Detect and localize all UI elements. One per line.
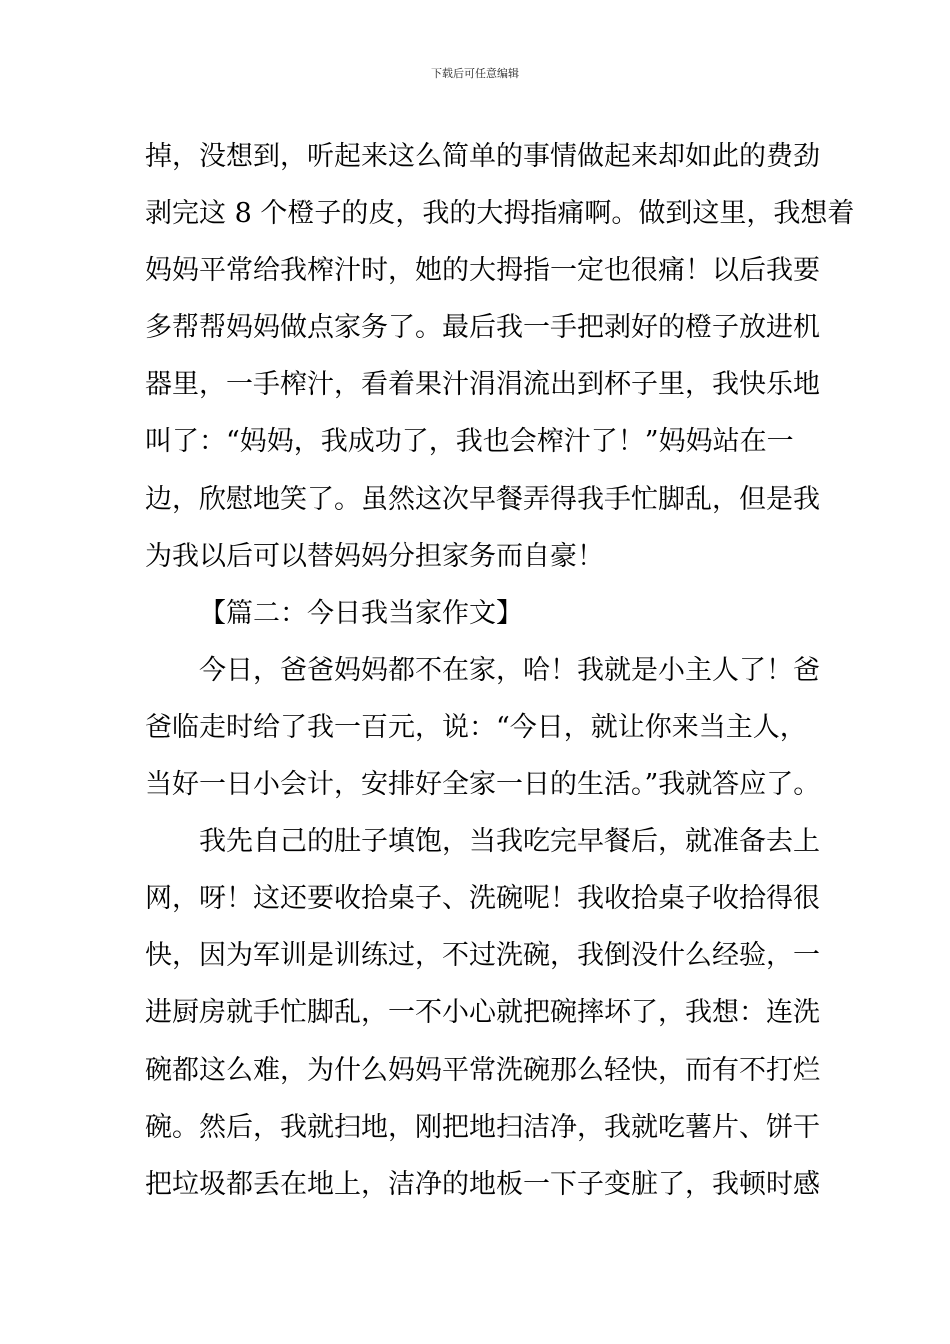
paragraph-start-line: 我先自己的肚子填饱，当我吃完早餐后，就准备去上	[199, 826, 820, 858]
paragraph-start-line: 今日，爸爸妈妈都不在家，哈！我就是小主人了！爸	[199, 654, 820, 686]
text-line: 边，欣慰地笑了。虽然这次早餐弄得我手忙脚乱，但是我	[145, 483, 820, 515]
text-line: 当好一日小会计，安排好全家一日的生活。”我就答应了。	[145, 769, 821, 801]
text-line: 掉，没想到，听起来这么简单的事情做起来却如此的费劲	[145, 141, 820, 172]
document-body	[145, 128, 855, 1213]
section-heading: 【篇二：今日我当家作文】	[199, 597, 523, 629]
text-line: 为我以后可以替妈妈分担家务而自豪！	[145, 540, 604, 572]
text-line: 网，呀！这还要收拾桌子、洗碗呢！我收拾桌子收拾得很	[145, 883, 820, 915]
text-line: 快，因为军训是训练过，不过洗碗，我倒没什么经验，一	[145, 940, 820, 972]
text-line: 多帮帮妈妈做点家务了。最后我一手把剥好的橙子放进机	[145, 312, 820, 344]
text-line: 妈妈平常给我榨汁时，她的大拇指一定也很痛！以后我要	[145, 255, 820, 287]
page-header-note: 下载后可任意编辑	[431, 67, 519, 80]
text-line: 剥完这 8 个橙子的皮，我的大拇指痛啊。做到这里，我想着	[145, 198, 855, 230]
text-line: 器里，一手榨汁，看着果汁涓涓流出到杯子里，我快乐地	[145, 369, 820, 401]
text-line: 把垃圾都丢在地上，洁净的地板一下子变脏了，我顿时感	[145, 1168, 820, 1200]
text-line: 叫了：“妈妈，我成功了，我也会榨汁了！”妈妈站在一	[145, 426, 794, 458]
text-line: 进厨房就手忙脚乱，一不小心就把碗摔坏了，我想：连洗	[145, 997, 820, 1029]
text-line: 碗都这么难，为什么妈妈平常洗碗那么轻快，而有不打烂	[145, 1054, 820, 1086]
text-line: 爸临走时给了我一百元，说：“今日，就让你来当主人，	[145, 711, 807, 743]
text-line: 碗。然后，我就扫地，刚把地扫洁净，我就吃薯片、饼干	[145, 1111, 820, 1143]
